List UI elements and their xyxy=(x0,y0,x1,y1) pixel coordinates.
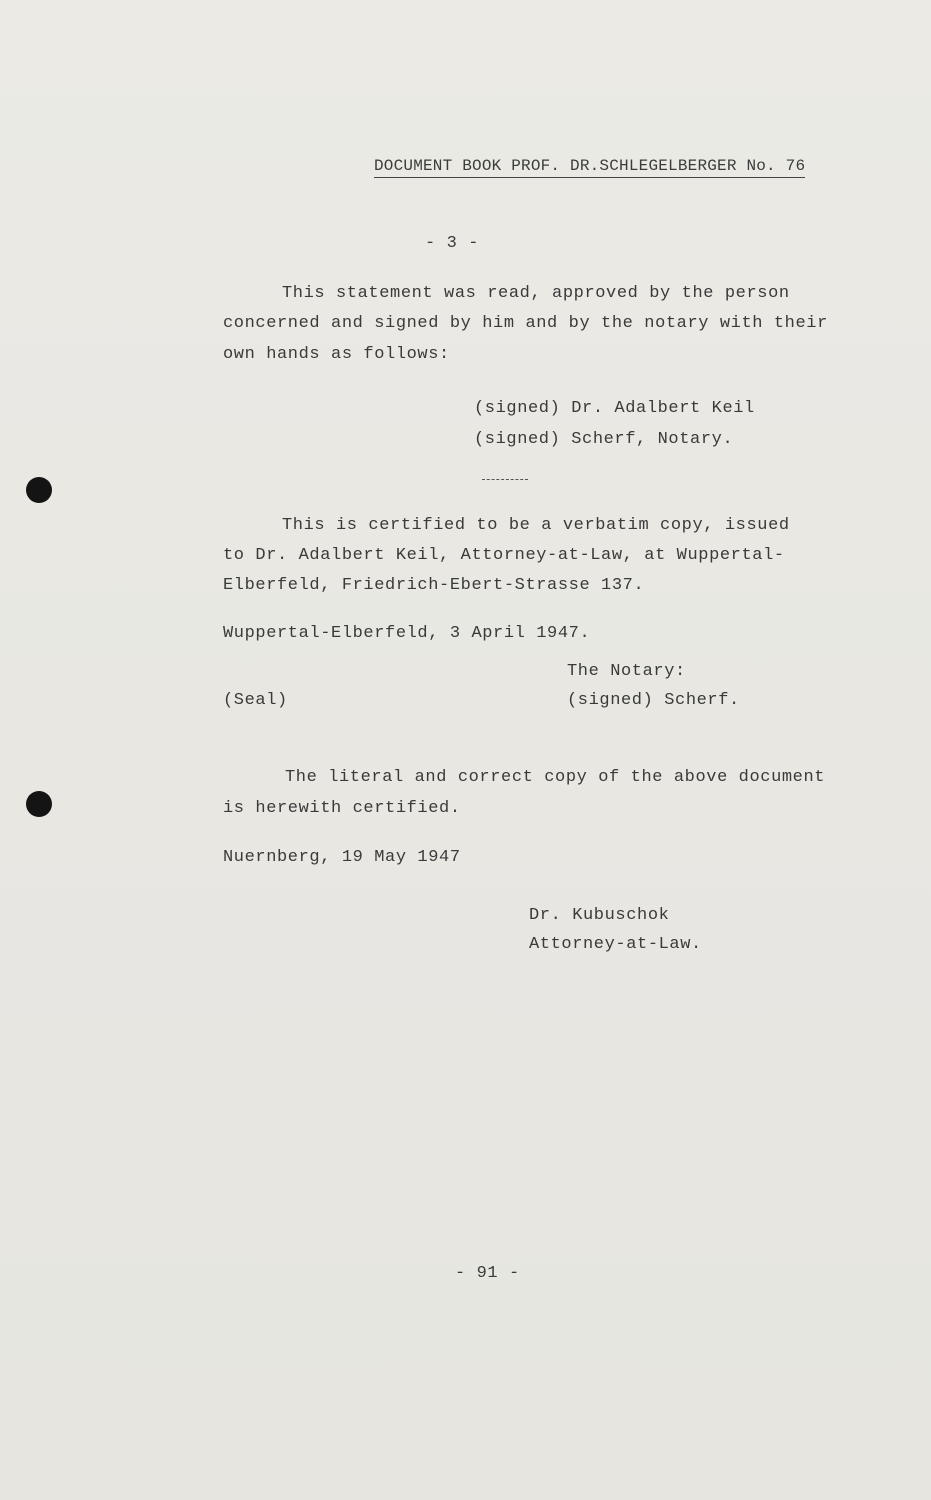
page-number-top: - 3 - xyxy=(425,234,480,253)
place-date-wuppertal: Wuppertal-Elberfeld, 3 April 1947. xyxy=(223,624,591,643)
signature-line-1: (signed) Dr. Adalbert Keil xyxy=(474,399,755,418)
notary-title: The Notary: xyxy=(567,662,686,681)
document-book-header: DOCUMENT BOOK PROF. DR.SCHLEGELBERGER No. 76 xyxy=(374,156,805,178)
separator-dashes xyxy=(482,479,528,480)
statement-line-3: own hands as follows: xyxy=(223,345,450,364)
notary-signed: (signed) Scherf. xyxy=(567,691,740,710)
statement-line-1: This statement was read, approved by the person xyxy=(282,284,790,303)
certification-line-1: This is certified to be a verbatim copy, issued xyxy=(282,516,790,535)
signature-line-2: (signed) Scherf, Notary. xyxy=(474,430,734,449)
attorney-name: Dr. Kubuschok xyxy=(529,906,670,925)
punch-hole-bottom xyxy=(26,791,52,817)
copy-certification-line-1: The literal and correct copy of the above document xyxy=(285,768,826,787)
statement-line-2: concerned and signed by him and by the notary with their xyxy=(223,314,828,333)
page-number-bottom: - 91 - xyxy=(455,1264,520,1283)
notary-seal: (Seal) xyxy=(223,691,288,710)
certification-line-2: to Dr. Adalbert Keil, Attorney-at-Law, at Wuppertal- xyxy=(223,546,785,565)
certification-line-3: Elberfeld, Friedrich-Ebert-Strasse 137. xyxy=(223,576,645,595)
place-date-nuernberg: Nuernberg, 19 May 1947 xyxy=(223,848,461,867)
copy-certification-line-2: is herewith certified. xyxy=(223,799,461,818)
punch-hole-top xyxy=(26,477,52,503)
attorney-title: Attorney-at-Law. xyxy=(529,935,702,954)
